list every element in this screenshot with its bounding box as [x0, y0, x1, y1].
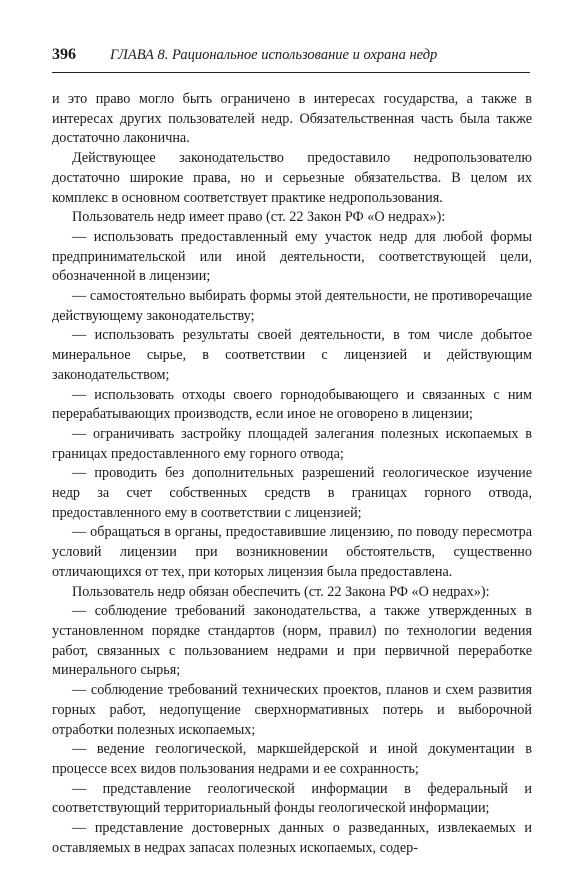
body-text: [52, 90, 532, 858]
list-item: — ведение геологической, маркшейдерской и иной документации в процессе всех видов пользования недрами и ее сохранность;: [52, 741, 532, 777]
header-rule: [52, 72, 530, 73]
list-item: — обращаться в органы, предоставившие лицензию, по поводу пересмотра условий лицензии при возникновении обстоятельств, существенно отличающихся от тех, при которых лицензия была предоставлена.: [52, 524, 532, 580]
list-item: — представление достоверных данных о разведанных, извлекаемых и оставляемых в недрах запасах полезных ископаемых, содер-: [52, 820, 532, 856]
running-title: ГЛАВА 8. Рациональное использование и охрана недр: [110, 47, 438, 63]
paragraph: Пользователь недр имеет право (ст. 22 Закон РФ «О недрах»):: [72, 209, 446, 226]
list-item: — ограничивать застройку площадей залегания полезных ископаемых в границах предоставленного ему горного отвода;: [52, 425, 532, 462]
list-item: — самостоятельно выбирать формы этой деятельности, не противоречащие действующему законодательству;: [52, 288, 532, 324]
list-item: — использовать отходы своего горнодобывающего и связанных с ним перерабатывающих производств, если иное не оговорено в лицензии;: [52, 386, 532, 423]
list-item: — проводить без дополнительных разрешений геологическое изучение недр за счет собственных средств в границах горного отвода, предоставленного ему в соответствии с лицензией;: [52, 465, 532, 521]
list-item: — использовать предоставленный ему участок недр для любой формы предпринимательской или иной деятельности, соответствующей цели, обозначенной в лицензии;: [52, 228, 532, 285]
list-item: — использовать результаты своей деятельности, в том числе добытое минеральное сырье, в соответствии с лицензией и действующим законодательством;: [52, 327, 532, 383]
page-header: [52, 46, 530, 68]
list-item: — соблюдение требований технических проектов, планов и схем развития горных работ, недопущение сверхнормативных потерь и выборочной отработки полезных ископаемых;: [52, 682, 532, 738]
list-item: — представление геологической информации в федеральный и соответствующий территориальный фонды геологической информации;: [52, 780, 532, 817]
page-number: 396: [52, 46, 76, 63]
paragraph: Пользователь недр обязан обеспечить (ст. 22 Закона РФ «О недрах»):: [72, 583, 490, 600]
paragraph: Действующее законодательство предоставило недропользователю достаточно широкие права, но и серьезные обязательства. В целом их комплекс в основном соответствует практике недропользования.: [52, 150, 532, 206]
list-item: — соблюдение требований законодательства, а также утвержденных в установленном порядке стандартов (норм, правил) по технологии ведения работ, связанных с пользованием недрами и при первичной переработке минерального сырья;: [52, 603, 532, 679]
paragraph: и это право могло быть ограничено в интересах государства, а также в интересах других пользователей недр. Обязательственная часть была также достаточно лаконична.: [52, 91, 532, 147]
